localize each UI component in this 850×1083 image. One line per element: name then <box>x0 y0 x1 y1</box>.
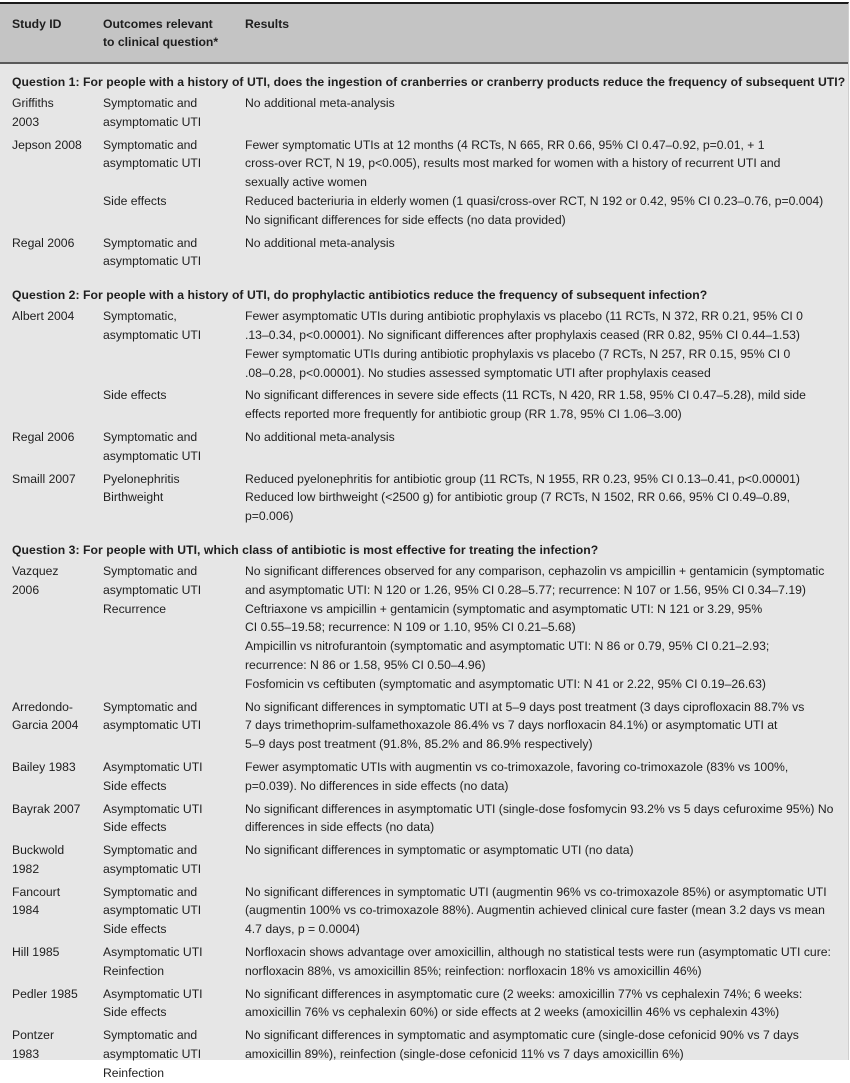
outcomes-cell <box>103 985 245 1023</box>
study-id-text: 1984 <box>12 903 40 918</box>
outcome-text: Side effects <box>103 193 167 208</box>
outcome-text: Asymptomatic UTI <box>103 945 203 960</box>
study-id-cell <box>0 428 103 466</box>
outcome-text: asymptomatic UTI <box>103 718 202 733</box>
outcome-text: Asymptomatic UTI <box>103 759 203 774</box>
study-id-cell <box>0 698 103 754</box>
outcome-text: asymptomatic UTI <box>103 254 202 269</box>
outcomes-cell <box>103 800 245 838</box>
outcome-text: Asymptomatic UTI <box>103 801 203 816</box>
outcome-text: Reinfection <box>103 963 164 978</box>
study-id-text: 2006 <box>12 582 40 597</box>
results-cell <box>245 136 848 230</box>
result-text: sexually active women <box>245 175 367 190</box>
outcomes-cell <box>103 428 245 466</box>
table-row <box>0 307 848 382</box>
header-study-id: Study ID <box>12 17 62 31</box>
result-text: No significant differences in symptomatic UTI (augmentin 96% vs co-trimoxazole 85%) or asymptomatic UTI <box>245 884 827 899</box>
outcome-text: Side effects <box>103 778 167 793</box>
outcome-text: asymptomatic UTI <box>103 327 202 342</box>
study-id-text: Griffiths <box>12 96 54 110</box>
outcome-text: Side effects <box>103 1005 167 1020</box>
study-id-cell <box>0 943 103 981</box>
result-text: (augmentin 100% vs co-trimoxazole 88%). Augmentin achieved clinical cure faster (mean 3.2 days vs mean <box>245 903 825 918</box>
outcome-text: Recurrence <box>103 601 166 616</box>
study-id-text: Bailey 1983 <box>12 759 76 774</box>
table-row <box>0 94 848 132</box>
table-row <box>0 758 848 796</box>
results-cell <box>245 883 848 939</box>
question-heading: Question 3: For people with UTI, which class of antibiotic is most effective for treating the infection? <box>12 542 599 557</box>
results-cell <box>245 758 848 796</box>
table-row <box>0 883 848 939</box>
study-id-text: 2003 <box>12 114 40 129</box>
outcome-text: asymptomatic UTI <box>103 448 202 463</box>
outcome-text: Asymptomatic UTI <box>103 986 203 1001</box>
results-cell <box>245 800 848 838</box>
outcomes-cell <box>103 94 245 132</box>
header-outcomes-line1: Outcomes relevant <box>103 17 213 31</box>
result-text: 4.7 days, p = 0.0004) <box>245 922 360 937</box>
section-spacer <box>0 64 848 72</box>
outcomes-cell <box>103 234 245 272</box>
results-cell <box>245 470 848 526</box>
result-text: effects reported more frequently for antibiotic group (RR 1.78, 95% CI 1.06–3.00) <box>245 407 682 422</box>
outcome-text: Symptomatic, <box>103 309 177 324</box>
results-cell <box>245 94 848 132</box>
outcome-text: Birthweight <box>103 490 164 505</box>
table-row <box>0 428 848 466</box>
outcome-text: Symptomatic and <box>103 884 198 899</box>
study-id-text: Smaill 2007 <box>12 471 76 486</box>
study-id-text: Regal 2006 <box>12 429 75 444</box>
outcome-text: Side effects <box>103 388 167 403</box>
study-id-text: Hill 1985 <box>12 945 60 960</box>
header-results: Results <box>245 17 290 31</box>
section-spacer <box>0 275 848 285</box>
outcome-text <box>103 173 245 192</box>
results-cell <box>245 386 848 424</box>
result-text: Ampicillin vs nitrofurantoin (symptomatic and asymptomatic UTI: N 86 or 0.79, 95% CI 0.21–2.93; <box>245 639 770 654</box>
result-text: Ceftriaxone vs ampicillin + gentamicin (symptomatic and asymptomatic UTI: N 121 or 3.29, 95% <box>245 601 763 616</box>
results-cell <box>245 698 848 754</box>
results-cell <box>245 234 848 272</box>
outcome-text: asymptomatic UTI <box>103 903 202 918</box>
study-id-text: Pontzer <box>12 1028 55 1043</box>
table-row <box>0 841 848 879</box>
study-id-text: Buckwold <box>12 843 65 858</box>
results-cell <box>245 985 848 1023</box>
table-row <box>0 562 848 694</box>
result-text: cross-over RCT, N 19, p<0.005), results most marked for women with a history of recurrent UTI and <box>245 156 781 171</box>
result-text: Reduced bacteriuria in elderly women (1 quasi/cross-over RCT, N 192 or 0.42, 95% CI 0.23–0.76, p=0.004) <box>245 193 824 208</box>
outcomes-cell <box>103 562 245 694</box>
study-id-cell <box>0 800 103 838</box>
outcome-text: asymptomatic UTI <box>103 156 202 171</box>
outcome-text: asymptomatic UTI <box>103 1047 202 1062</box>
result-text: Fosfomicin vs ceftibuten (symptomatic and asymptomatic UTI: N 41 or 2.22, 95% CI 0.19–26.63) <box>245 676 766 691</box>
study-id-text: Arredondo- <box>12 699 73 714</box>
result-text: No significant differences in severe side effects (11 RCTs, N 420, RR 1.58, 95% CI 0.47–5.28), mild side <box>245 388 806 403</box>
outcomes-cell <box>103 470 245 526</box>
results-cell <box>245 307 848 382</box>
results-cell <box>245 841 848 879</box>
study-id-cell <box>0 758 103 796</box>
table-row <box>0 943 848 981</box>
result-text: No significant differences observed for any comparison, cephazolin vs ampicillin + gentamicin (symptomatic <box>245 563 825 578</box>
table-row <box>0 136 848 230</box>
outcomes-cell <box>103 386 245 424</box>
study-id-text: Albert 2004 <box>12 309 75 324</box>
result-text: p=0.006) <box>245 509 294 524</box>
study-id-cell <box>0 1026 103 1082</box>
study-id-cell <box>0 234 103 272</box>
result-text: differences in side effects (no data) <box>245 820 435 835</box>
outcomes-cell <box>103 698 245 754</box>
study-id-cell <box>0 841 103 879</box>
table-row <box>0 1026 848 1082</box>
table-body <box>0 64 848 1083</box>
outcomes-cell <box>103 758 245 796</box>
results-cell <box>245 943 848 981</box>
study-id-cell <box>0 307 103 382</box>
result-text: No additional meta-analysis <box>245 429 395 444</box>
study-id-text: Garcia 2004 <box>12 718 79 733</box>
outcome-text: Symptomatic and <box>103 235 198 250</box>
outcomes-cell <box>103 1026 245 1082</box>
outcome-text: Symptomatic and <box>103 96 198 110</box>
table-row <box>0 234 848 272</box>
outcome-text: Symptomatic and <box>103 429 198 444</box>
results-cell <box>245 428 848 466</box>
study-id-cell <box>0 883 103 939</box>
result-text: Fewer asymptomatic UTIs with augmentin vs co-trimoxazole, favoring co-trimoxazole (83% vs 100%, <box>245 759 789 774</box>
outcomes-cell <box>103 883 245 939</box>
outcomes-cell <box>103 841 245 879</box>
outcome-text: Symptomatic and <box>103 843 198 858</box>
outcome-text: Side effects <box>103 922 167 937</box>
result-text: No significant differences in asymptomatic UTI (single-dose fosfomycin 93.2% vs 5 days cefuroxime 95%) No <box>245 801 834 816</box>
study-id-cell <box>0 94 103 132</box>
header-outcomes-line2: to clinical question* <box>103 35 219 49</box>
result-text: 5–9 days post treatment (91.8%, 85.2% and 86.9% respectively) <box>245 737 593 752</box>
result-text: No significant differences in asymptomatic cure (2 weeks: amoxicillin 77% vs cephalexin 74%; 6 weeks: <box>245 986 803 1001</box>
outcome-text: asymptomatic UTI <box>103 114 202 129</box>
table-row <box>0 800 848 838</box>
result-text: Fewer asymptomatic UTIs during antibiotic prophylaxis vs placebo (11 RCTs, N 372, RR 0.21, 95% CI 0 <box>245 309 803 324</box>
study-id-text: Regal 2006 <box>12 235 75 250</box>
outcome-text: Symptomatic and <box>103 699 198 714</box>
result-text: No significant differences in symptomatic and asymptomatic cure (single-dose cefonicid 90% vs 7 days <box>245 1028 799 1043</box>
header-outcomes <box>103 15 218 51</box>
outcome-text: Symptomatic and <box>103 1028 198 1043</box>
study-id-text: 1983 <box>12 1047 40 1062</box>
result-text: 7 days trimethoprim-sulfamethoxazole 86.4% vs 7 days norfloxacin 84.1%) or asymptomatic UTI at <box>245 718 778 733</box>
question-heading: Question 2: For people with a history of UTI, do prophylactic antibiotics reduce the frequency of subsequent infection? <box>12 288 708 303</box>
study-id-cell <box>0 136 103 230</box>
outcome-text: asymptomatic UTI <box>103 582 202 597</box>
study-id-cell <box>0 562 103 694</box>
table-header <box>0 4 848 64</box>
result-text: No significant differences in symptomatic UTI at 5–9 days post treatment (3 days ciprofloxacin 88.7% vs <box>245 699 805 714</box>
result-text: Reduced pyelonephritis for antibiotic group (11 RCTs, N 1955, RR 0.23, 95% CI 0.13–0.41, p<0.00001) <box>245 471 800 486</box>
outcome-text: Reinfection <box>103 1065 164 1080</box>
study-id-text: Vazquez <box>12 563 59 578</box>
table-row <box>0 386 848 424</box>
result-text: amoxicillin 89%), reinfection (single-dose cefonicid 11% vs 7 days amoxicillin 6%) <box>245 1047 684 1062</box>
outcome-text: Symptomatic and <box>103 563 198 578</box>
result-text: CI 0.55–19.58; recurrence: N 109 or 1.10, 95% CI 0.21–5.68) <box>245 620 576 635</box>
study-id-text: 1982 <box>12 861 40 876</box>
table-row <box>0 698 848 754</box>
results-cell <box>245 562 848 694</box>
result-text: recurrence: N 86 or 1.58, 95% CI 0.50–4.96) <box>245 657 486 672</box>
result-text: .08–0.28, p<0.00001). No studies assessed symptomatic UTI after prophylaxis ceased <box>245 365 711 380</box>
study-id-text: Bayrak 2007 <box>12 801 81 816</box>
result-text: p=0.039). No differences in side effects (no data) <box>245 778 509 793</box>
study-id-cell <box>0 470 103 526</box>
table-row <box>0 470 848 526</box>
result-text: No additional meta-analysis <box>245 235 395 250</box>
study-id-cell <box>0 985 103 1023</box>
outcome-text: Side effects <box>103 820 167 835</box>
results-cell <box>245 1026 848 1082</box>
outcome-text: Pyelonephritis <box>103 471 180 486</box>
result-text: No additional meta-analysis <box>245 96 395 110</box>
study-id-text: Jepson 2008 <box>12 137 82 152</box>
result-text: Reduced low birthweight (<2500 g) for antibiotic group (7 RCTs, N 1502, RR 0.66, 95% CI 0.49–0.89, <box>245 490 791 505</box>
result-text: norfloxacin 88%, vs amoxicillin 85%; reinfection: norfloxacin 18% vs amoxicillin 46%) <box>245 963 702 978</box>
result-text: Norfloxacin shows advantage over amoxicillin, although no statistical tests were run (asymptomatic UTI cure: <box>245 945 831 960</box>
study-id-text: Pedler 1985 <box>12 986 78 1001</box>
result-text: No significant differences for side effects (no data provided) <box>245 212 566 227</box>
study-id-cell <box>0 386 103 424</box>
study-id-text: Fancourt <box>12 884 61 899</box>
result-text: No significant differences in symptomatic or asymptomatic UTI (no data) <box>245 843 634 858</box>
outcome-text: asymptomatic UTI <box>103 861 202 876</box>
outcome-text: Symptomatic and <box>103 137 198 152</box>
outcomes-cell <box>103 136 245 230</box>
result-text: .13–0.34, p<0.00001). No significant differences after prophylaxis ceased (RR 0.82, 95% CI 0.44–1.53) <box>245 327 800 342</box>
result-text: Fewer symptomatic UTIs during antibiotic prophylaxis vs placebo (7 RCTs, N 257, RR 0.15, 95% CI 0 <box>245 346 791 361</box>
outcomes-cell <box>103 307 245 382</box>
evidence-table <box>0 2 849 1080</box>
table-row <box>0 985 848 1023</box>
section-spacer <box>0 530 848 540</box>
question-heading: Question 1: For people with a history of UTI, does the ingestion of cranberries or cranberry products reduce the frequency of subsequent UTI? <box>12 75 846 89</box>
outcomes-cell <box>103 943 245 981</box>
result-text: and asymptomatic UTI: N 120 or 1.26, 95% CI 0.28–5.77; recurrence: N 107 or 1.56, 95% CI 0.34–7.19) <box>245 582 806 597</box>
result-text: amoxicillin 76% vs cephalexin 60%) or side effects at 2 weeks (amoxicillin 46% vs cephalexin 43%) <box>245 1005 780 1020</box>
result-text: Fewer symptomatic UTIs at 12 months (4 RCTs, N 665, RR 0.66, 95% CI 0.47–0.92, p=0.01, + 1 <box>245 137 765 152</box>
